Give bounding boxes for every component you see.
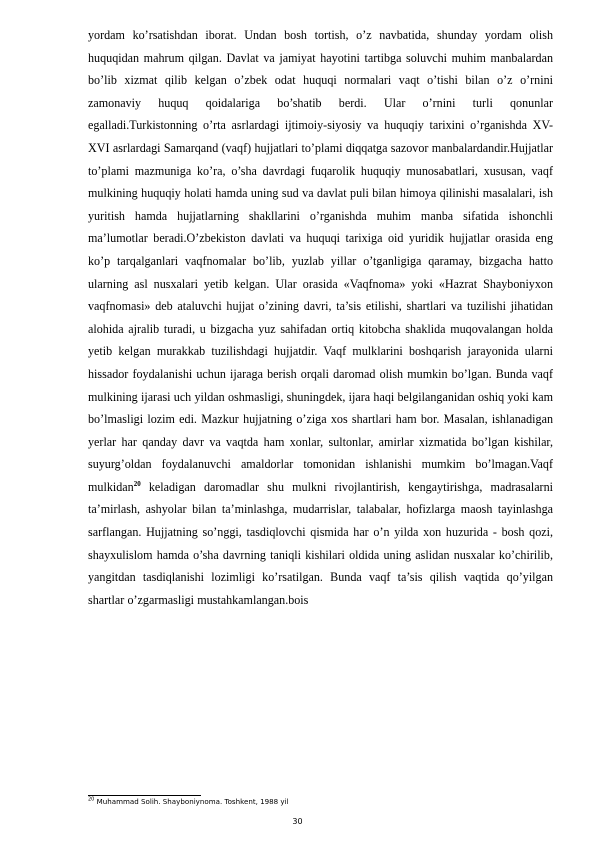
footnote-text: Muhammad Solih. Shayboniynoma. Toshkent, 1988 yil	[94, 797, 289, 806]
footnote-reference[interactable]: 20	[133, 479, 141, 488]
footnote-number: 20	[88, 796, 95, 803]
paragraph-text-part-2: keladigan daromadlar shu mulkni rivojlantirish, kengaytirishga, madrasalarni ta’mirlash, ashyolar bilan ta’minlashga, mudarrislar, talabalar, hofizlarga maosh tayinlashga sarflangan. Hujjatning so’nggi, tasdiqlovchi qismida har o’n yilda xon huzurida - bosh qozi, shayxulislom hamda o’sha davrning taniqli kishilari oldida uning aslidan nusxalar ko’chirilib, yangitdan tasdiqlanishi lozimligi ko’rsatilgan. Bunda vaqf ta’sis qilish vaqtida qo’yilgan shartlar o’zgarmasligi mustahkamlangan.bois	[88, 479, 553, 607]
footnote	[88, 797, 553, 807]
main-paragraph	[88, 24, 553, 611]
body-text	[88, 24, 553, 611]
page-number: 30	[292, 817, 303, 826]
footnote-divider	[88, 795, 201, 796]
paragraph-text-part-1: yordam ko’rsatishdan iborat. Undan bosh tortish, o’z navbatida, shunday yordam olish huquqidan mahrum qilgan. Davlat va jamiyat hayotini tartibga soluvchi muhim manbalardan bo’lib xizmat qilib kelgan o’zbek odat huquqi normalari vaqt o’tishi bilan o’z o’rnini zamonaviy huquq qoidalariga bo’shatib berdi. Ular o’rnini turli qonunlar egalladi.Turkistonning o’rta asrlardagi ijtimoiy-siyosiy va huquqiy tarixini o’rganishda XV-XVI asrlardagi Samarqand (vaqf) hujjatlari to’plami diqqatga sazovor manbalardandir.Hujjatlar to’plami mazmuniga ko’ra, o’sha davrdagi fuqarolik huquqiy munosabatlari, xususan, vaqf mulkining huquqiy holati hamda uning sud va davlat puli bilan himoya qilinishi masalalari, ish yuritish hamda hujjatlarning shakllarini o’rganishda muhim manba sifatida ishonchli ma’lumotlar beradi.O’zbekiston davlati va huquqi tarixiga oid yuridik hujjatlar orasida eng ko’p tarqalganlari vaqfnomalar bo’lib, yuzlab yillar o’tganligiga qaramay, bizgacha hatto ularning asl nusxalari yetib kelgan. Ular orasida «Vaqfnoma» yoki «Hazrat Shayboniyxon vaqfnomasi» deb ataluvchi hujjat o’zining davri, ta’sis etilishi, shartlari va tuzilishi jihatidan alohida ajralib turadi, u bizgacha yuz sahifadan ortiq kitobcha shaklida muqovalangan holda yetib kelgan murakkab tuzilishdagi hujjatdir. Vaqf mulklarini boshqarish jarayonida ularni hissador foydalanishi uchun ijaraga berish orqali daromad olish mumkin bo’lgan. Bunda vaqf mulkining ijarasi uch yildan oshmasligi, shuningdek, ijara haqi belgilanganidan oshiq yoki kam bo’lmasligi lozim edi. Mazkur hujjatning o’ziga xos shartlari ham bor. Masalan, ishlanadigan yerlar har qanday davr va vaqtda ham xonlar, sultonlar, amirlar xizmatida bo’lgan kishilar, suyurg’oldan foydalanuvchi amaldorlar tomonidan ishlanishi mumkim bo’lmagan.Vaqf mulkidan	[88, 28, 553, 494]
